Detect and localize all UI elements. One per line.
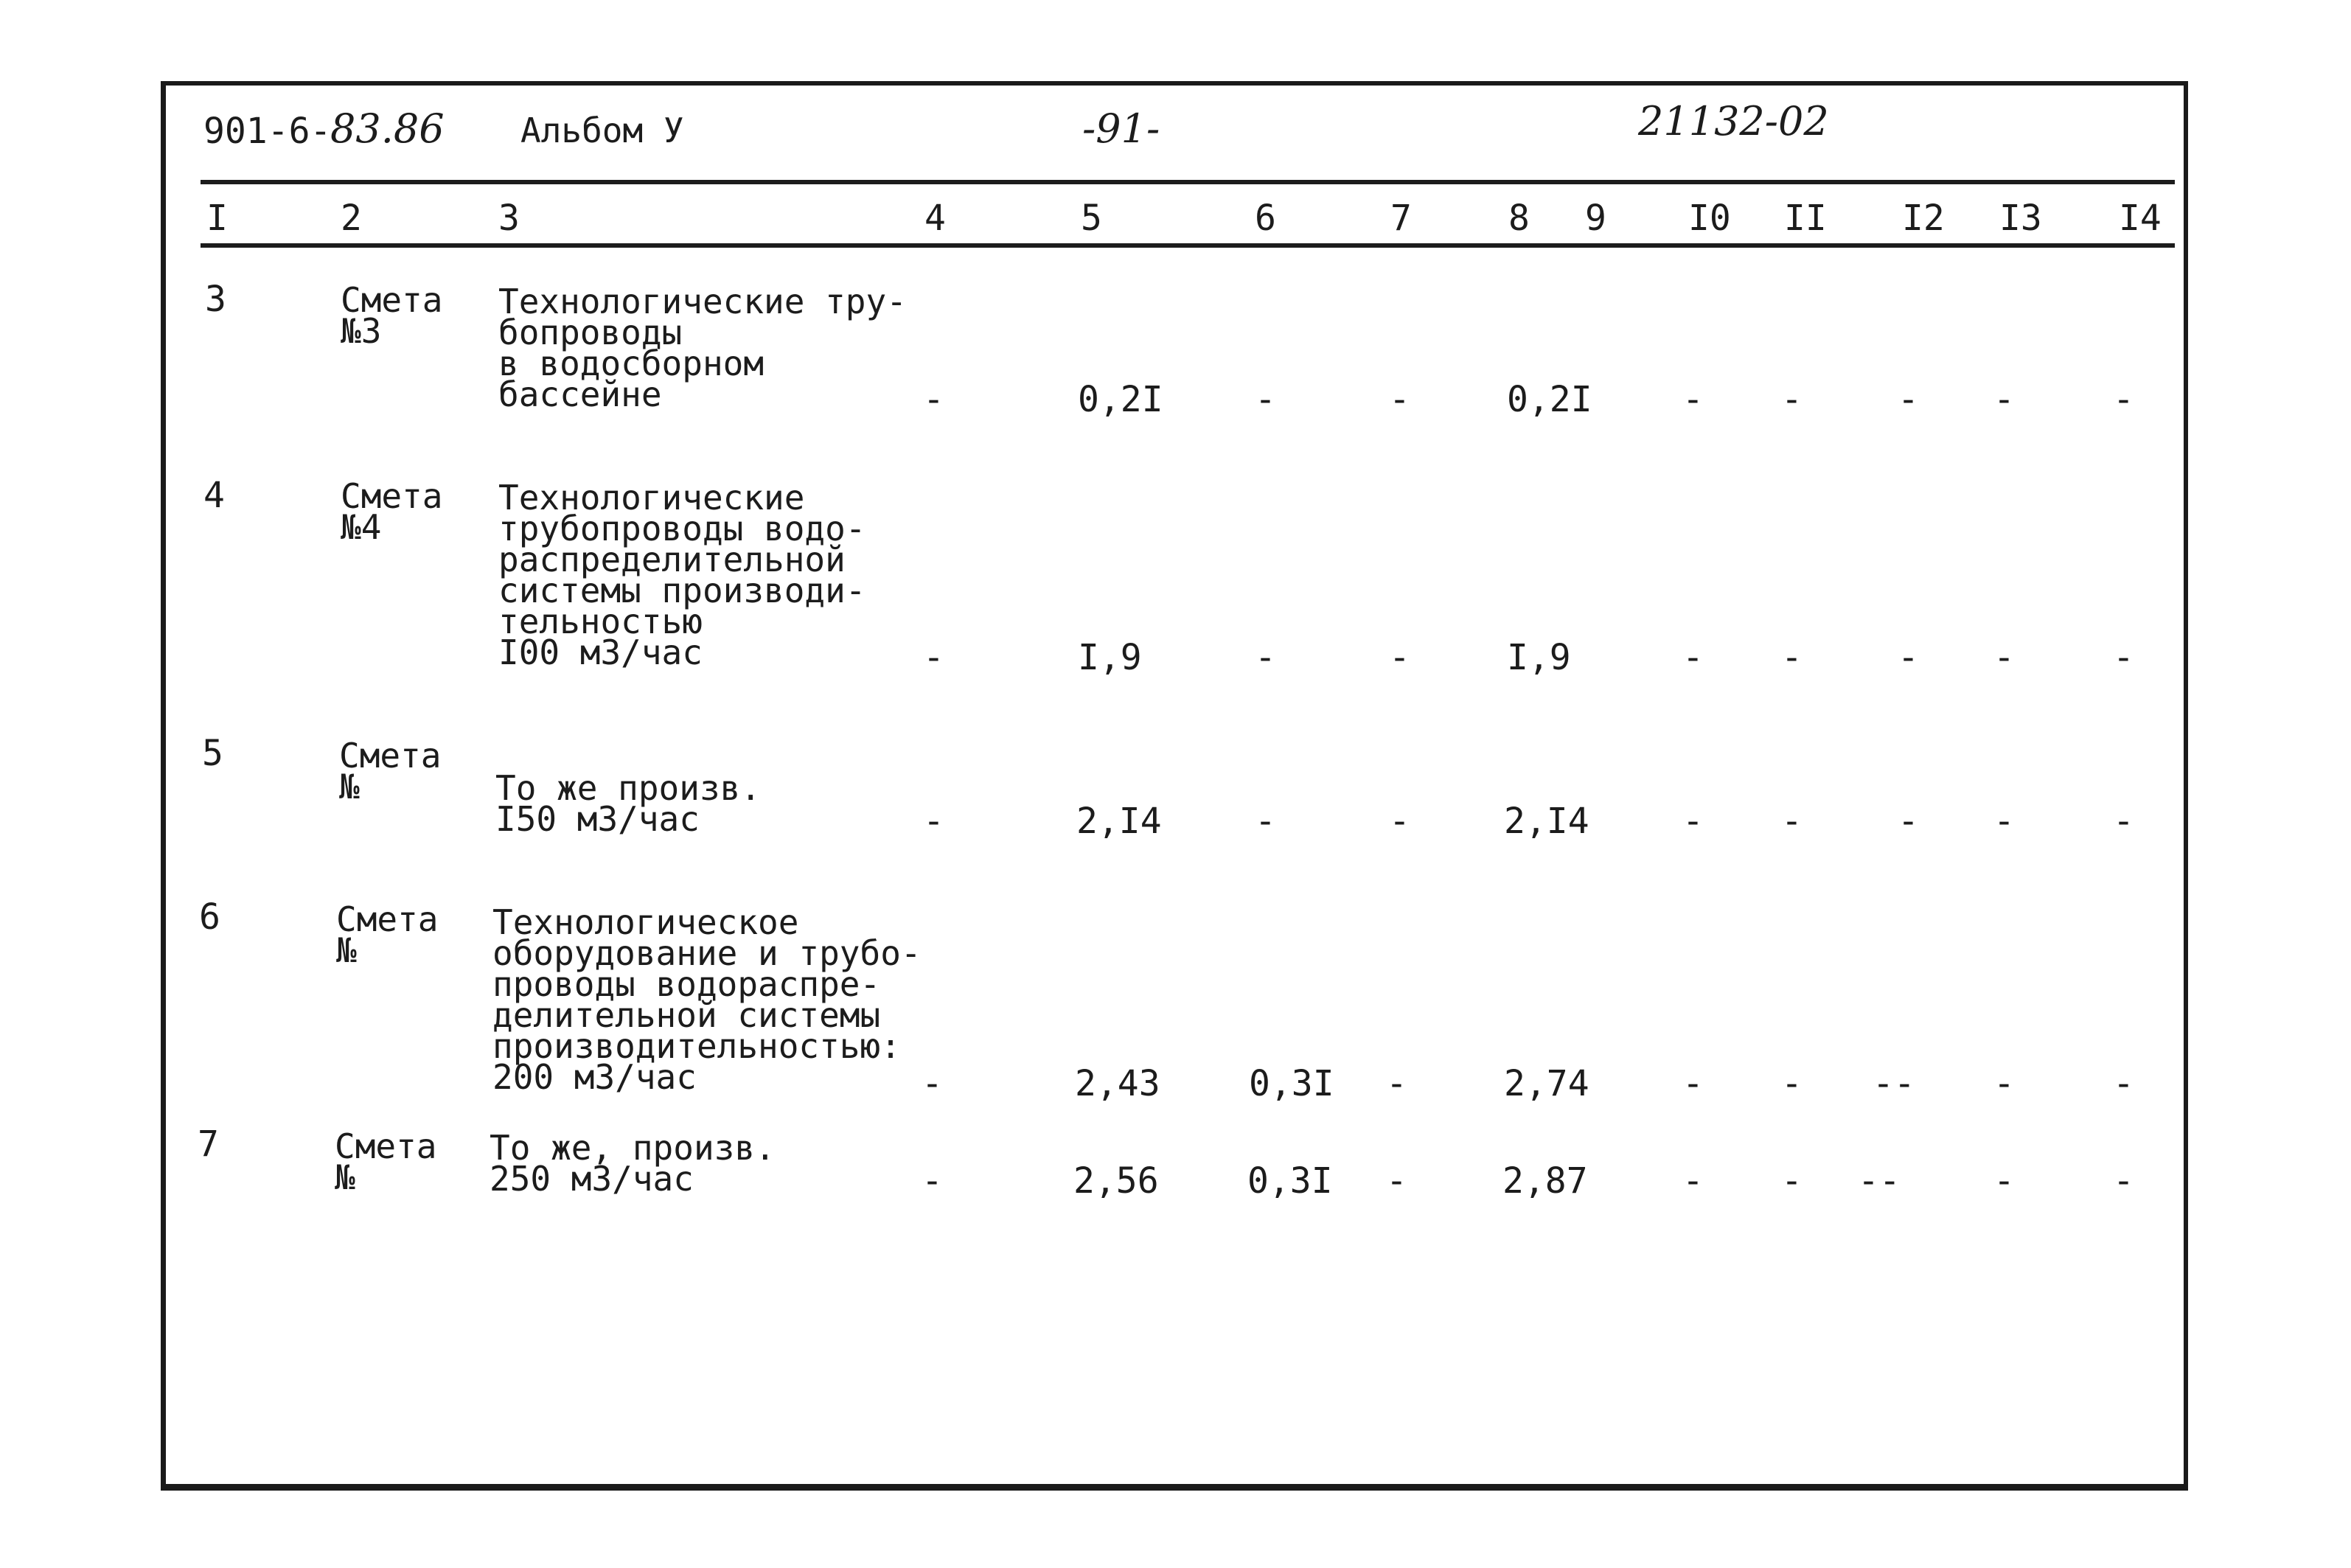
cell-col6: - bbox=[1255, 801, 1276, 842]
cell-col12: -- bbox=[1858, 1160, 1901, 1202]
cell-col8-9: 0,2I bbox=[1507, 379, 1592, 420]
cell-col5: 2,43 bbox=[1075, 1063, 1160, 1104]
column-number: 7 bbox=[1390, 198, 1412, 239]
column-number: 6 bbox=[1255, 198, 1276, 239]
column-number: I bbox=[206, 198, 228, 239]
cell-col13: - bbox=[1993, 379, 2015, 420]
cell-col11: - bbox=[1781, 379, 1803, 420]
page-number: -91- bbox=[1082, 105, 1160, 152]
column-number: I2 bbox=[1902, 198, 1945, 239]
document-code: 901-6- bbox=[203, 111, 332, 152]
estimate-label: Смета bbox=[335, 1126, 437, 1166]
cell-col8-9: I,9 bbox=[1507, 637, 1571, 678]
cell-col5: I,9 bbox=[1078, 637, 1142, 678]
description-line: I50 м3/час bbox=[495, 799, 700, 839]
album-label: Альбом У bbox=[520, 111, 684, 150]
estimate-label: Смета bbox=[341, 476, 443, 516]
description-line: бопроводы bbox=[498, 313, 683, 352]
cell-col14: - bbox=[2113, 801, 2134, 842]
column-number: 4 bbox=[924, 198, 946, 239]
description-line: тельностью bbox=[498, 602, 703, 641]
estimate-number: №4 bbox=[341, 507, 382, 547]
description-line: оборудование и трубо- bbox=[492, 933, 922, 973]
cell-col10: - bbox=[1682, 801, 1704, 842]
description-line: распределительной bbox=[498, 540, 846, 579]
column-number: 9 bbox=[1585, 198, 1606, 239]
cell-col13: - bbox=[1993, 1160, 2015, 1202]
description-line: То же, произв. bbox=[490, 1128, 776, 1168]
column-number: I0 bbox=[1688, 198, 1731, 239]
estimate-number: № bbox=[336, 930, 357, 970]
cell-col14: - bbox=[2113, 1063, 2134, 1104]
document-number: 21132-02 bbox=[1638, 98, 1829, 144]
cell-col8-9: 2,74 bbox=[1504, 1063, 1589, 1104]
cell-col10: - bbox=[1682, 637, 1704, 678]
cell-col4: - bbox=[923, 801, 944, 842]
cell-col12: - bbox=[1898, 379, 1919, 420]
description-line: Технологическое bbox=[492, 902, 799, 942]
row-number: 3 bbox=[205, 279, 226, 320]
column-header-rule bbox=[201, 243, 2175, 248]
cell-col11: - bbox=[1781, 1063, 1803, 1104]
description-line: 200 м3/час bbox=[492, 1057, 697, 1097]
document-sheet bbox=[161, 81, 2188, 1491]
description-line: бассейне bbox=[498, 374, 662, 414]
cell-col4: - bbox=[923, 637, 944, 678]
header-rule bbox=[201, 180, 2175, 184]
cell-col4: - bbox=[922, 1063, 943, 1104]
cell-col7: - bbox=[1386, 1063, 1407, 1104]
cell-col6: 0,3I bbox=[1247, 1160, 1333, 1202]
description-line: I00 м3/час bbox=[498, 633, 703, 672]
column-number: 8 bbox=[1508, 198, 1530, 239]
description-line: в водосборном bbox=[498, 344, 764, 383]
column-number: I4 bbox=[2119, 198, 2162, 239]
cell-col11: - bbox=[1781, 637, 1803, 678]
description-line: 250 м3/час bbox=[490, 1159, 694, 1199]
column-number: I3 bbox=[1999, 198, 2042, 239]
description-line: Технологические тру- bbox=[498, 282, 907, 321]
cell-col4: - bbox=[922, 1160, 943, 1202]
column-number: 5 bbox=[1081, 198, 1102, 239]
description-line: Технологические bbox=[498, 478, 805, 518]
row-number: 7 bbox=[198, 1123, 219, 1165]
description-line: трубопроводы водо- bbox=[498, 509, 866, 548]
description-line: То же произв. bbox=[495, 768, 762, 808]
cell-col10: - bbox=[1682, 379, 1704, 420]
cell-col13: - bbox=[1993, 637, 2015, 678]
column-number: 2 bbox=[341, 198, 362, 239]
cell-col14: - bbox=[2113, 1160, 2134, 1202]
estimate-number: № bbox=[335, 1157, 355, 1197]
description-line: делительной системы bbox=[492, 995, 881, 1035]
cell-col7: - bbox=[1389, 379, 1410, 420]
cell-col12: -- bbox=[1873, 1063, 1915, 1104]
cell-col8-9: 2,I4 bbox=[1504, 801, 1589, 842]
cell-col6: - bbox=[1255, 379, 1276, 420]
estimate-label: Смета bbox=[336, 899, 439, 939]
cell-col5: 0,2I bbox=[1078, 379, 1163, 420]
estimate-label: Смета bbox=[339, 736, 442, 776]
cell-col11: - bbox=[1781, 1160, 1803, 1202]
description-line: проводы водораспре- bbox=[492, 964, 881, 1004]
cell-col7: - bbox=[1389, 801, 1410, 842]
cell-col8-9: 2,87 bbox=[1502, 1160, 1588, 1202]
cell-col5: 2,56 bbox=[1073, 1160, 1159, 1202]
cell-col4: - bbox=[923, 379, 944, 420]
row-number: 4 bbox=[203, 475, 225, 516]
row-number: 5 bbox=[202, 733, 223, 774]
column-number: II bbox=[1784, 198, 1827, 239]
cell-col7: - bbox=[1389, 637, 1410, 678]
cell-col11: - bbox=[1781, 801, 1803, 842]
cell-col10: - bbox=[1682, 1063, 1704, 1104]
description-line: системы производи- bbox=[498, 571, 866, 610]
cell-col12: - bbox=[1898, 637, 1919, 678]
cell-col13: - bbox=[1993, 801, 2015, 842]
row-number: 6 bbox=[199, 896, 220, 938]
cell-col10: - bbox=[1682, 1160, 1704, 1202]
description-line: производительностью: bbox=[492, 1026, 901, 1066]
estimate-number: №3 bbox=[341, 311, 382, 351]
cell-col6: 0,3I bbox=[1249, 1063, 1334, 1104]
cell-col14: - bbox=[2113, 379, 2134, 420]
cell-col13: - bbox=[1993, 1063, 2015, 1104]
document-code-handwritten: 83.86 bbox=[330, 105, 445, 152]
column-number: 3 bbox=[498, 198, 520, 239]
cell-col12: - bbox=[1898, 801, 1919, 842]
cell-col7: - bbox=[1386, 1160, 1407, 1202]
cell-col14: - bbox=[2113, 637, 2134, 678]
estimate-label: Смета bbox=[341, 280, 443, 320]
cell-col5: 2,I4 bbox=[1076, 801, 1162, 842]
cell-col6: - bbox=[1255, 637, 1276, 678]
estimate-number: № bbox=[339, 767, 360, 806]
